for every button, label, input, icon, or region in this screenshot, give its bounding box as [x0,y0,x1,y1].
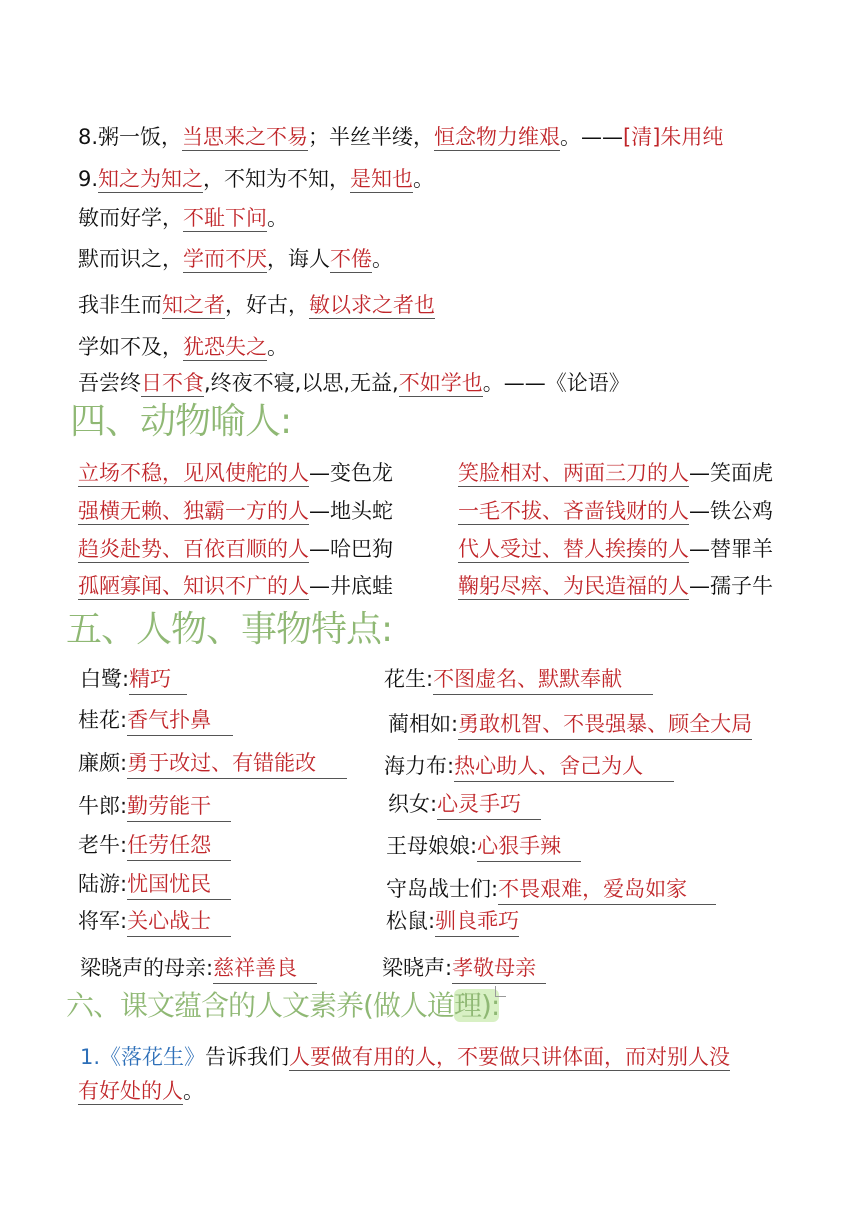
answer: 当思来之不易 [182,125,309,149]
item-1-line-2: 有好处的人。 [78,1079,204,1103]
animal-item: 代人受过、替人挨揍的人—替罪羊 [458,537,773,561]
animal-item: 趋炎赴势、百依百顺的人—哈巴狗 [78,537,393,561]
animal-item: 笑脸相对、两面三刀的人—笑面虎 [458,461,773,485]
trait-item: 廉颇:勇于改过、有错能改 [78,749,347,779]
answer: 日不食 [141,371,204,395]
answer: 不耻下问 [183,206,267,230]
quote-line-10: 敏而好学，不耻下问。 [78,206,288,230]
trait-item: 桂花:香气扑鼻 [78,706,233,736]
trait-item: 将军:关心战士 [78,907,231,937]
trait-item: 海力布:热心助人、舍己为人 [384,752,674,782]
trait-item: 白鹭:精巧 [80,665,187,695]
quote-line-9: 9.知之为知之，不知为不知，是知也。 [78,167,435,191]
answer: 知之为知之 [98,167,204,191]
trait-item: 老牛:任劳任怨 [78,831,231,861]
answer: 是知也 [350,167,414,191]
quote-line-12: 我非生而知之者，好古，敏以求之者也 [78,293,435,317]
quote-line-14: 吾尝终日不食,终夜不寝,以思,无益,不如学也。——《论语》 [78,371,630,395]
text-cursor-mark [495,986,506,997]
animal-item: 强横无赖、独霸一方的人—地头蛇 [78,499,393,523]
animal-item: 一毛不拔、吝啬钱财的人—铁公鸡 [458,499,773,523]
animal-item: 孤陋寡闻、知识不广的人—井底蛙 [78,574,393,598]
section-heading-6: 六、课文蕴含的人文素养(做人道理): [66,989,500,1022]
answer: 人要做有用的人，不要做只讲体面，而对别人没 [289,1045,731,1069]
highlighted-text: 理): [453,989,500,1022]
answer: 有好处的人 [78,1079,183,1103]
answer: 不倦 [330,247,372,271]
section-heading-4: 四、动物喻人: [70,401,292,442]
trait-item: 梁晓声:孝敬母亲 [382,954,546,984]
trait-item: 花生:不图虚名、默默奉献 [384,665,653,695]
answer: 犹恐失之 [183,335,267,359]
animal-item: 立场不稳，见风使舵的人—变色龙 [78,461,393,485]
quote-line-13: 学如不及，犹恐失之。 [78,335,288,359]
trait-item: 牛郎:勤劳能干 [78,792,231,822]
trait-item: 陆游:忧国忧民 [78,870,231,900]
answer: 恒念物力维艰 [434,125,561,149]
quote-line-11: 默而识之，学而不厌，诲人不倦。 [78,247,393,271]
answer: 学而不厌 [183,247,267,271]
trait-item: 王母娘娘:心狠手辣 [386,832,581,862]
trait-item: 守岛战士们:不畏艰难，爱岛如家 [386,875,716,905]
trait-item: 梁晓声的母亲:慈祥善良 [80,954,317,984]
trait-item: 蔺相如:勇敢机智、不畏强暴、顾全大局 [388,710,752,740]
answer: 知之者 [162,293,225,317]
item-1-line-1: 1.《落花生》告诉我们人要做有用的人，不要做只讲体面，而对别人没 [80,1045,731,1069]
book-title: 《落花生》 [100,1045,206,1069]
trait-item: 松鼠:驯良乖巧 [386,907,519,937]
section-heading-5: 五、人物、事物特点: [66,609,393,650]
animal-item: 鞠躬尽瘁、为民造福的人—孺子牛 [458,574,773,598]
answer: 敏以求之者也 [309,293,435,317]
author: [清]朱用纯 [623,125,724,149]
trait-item: 织女:心灵手巧 [388,790,541,820]
answer: 不如学也 [398,371,483,395]
quote-line-8: 8.粥一饭，当思来之不易；半丝半缕，恒念物力维艰。——[清]朱用纯 [78,125,724,149]
